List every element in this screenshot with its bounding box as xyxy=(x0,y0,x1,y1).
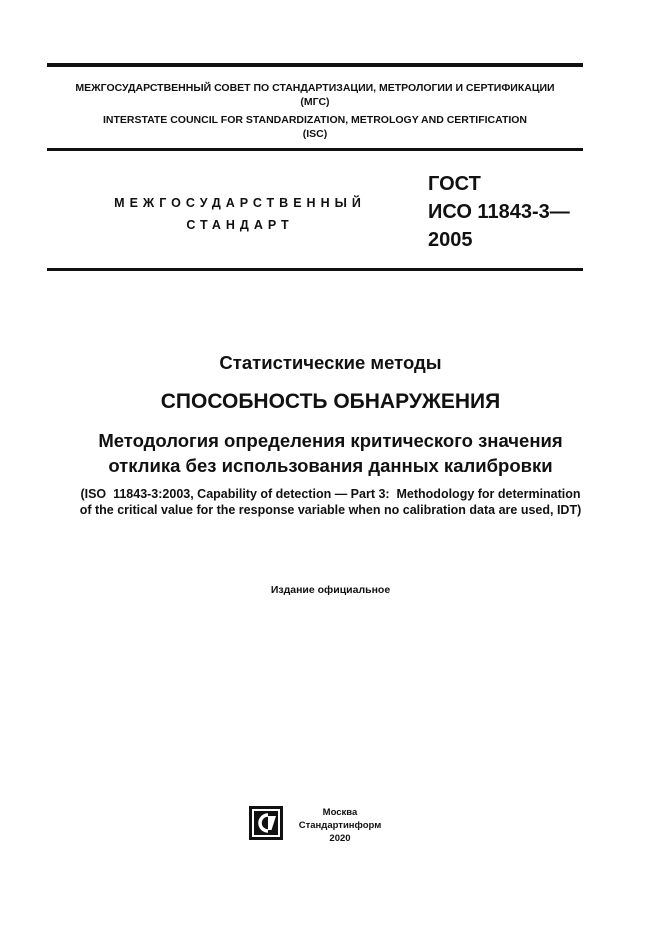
sub-title-line1: Методология определения критического значения xyxy=(98,430,563,451)
council-name-ru-line1: МЕЖГОСУДАРСТВЕННЫЙ СОВЕТ ПО СТАНДАРТИЗАЦИИ, МЕТРОЛОГИИ И СЕРТИФИКАЦИИ xyxy=(75,82,555,94)
iso-reference-line1: (ISO 11843-3:2003, Capability of detection — Part 3: Methodology for determination xyxy=(80,487,581,501)
designation-line2: ИСО 11843-3— xyxy=(428,201,570,223)
publisher-name: Стандартинформ xyxy=(298,820,382,831)
sub-title xyxy=(20,428,641,478)
bottom-divider xyxy=(47,268,583,271)
series-title: Статистические методы xyxy=(219,352,442,373)
publisher-city: Москва xyxy=(322,807,358,818)
standard-type-line1: МЕЖГОСУДАРСТВЕННЫЙ xyxy=(114,196,366,210)
iso-reference-line2: of the critical value for the response variable when no calibration data are used, IDT) xyxy=(79,503,582,517)
middle-divider xyxy=(47,148,583,151)
publisher-block xyxy=(290,806,390,845)
designation-line3: 2005 xyxy=(428,229,473,251)
council-name-ru xyxy=(47,81,583,109)
publication-year: 2020 xyxy=(329,833,351,844)
standard-type-label xyxy=(110,192,370,236)
standard-designation xyxy=(428,170,588,254)
designation-line1: ГОСТ xyxy=(428,173,481,195)
main-title: СПОСОБНОСТЬ ОБНАРУЖЕНИЯ xyxy=(160,390,501,413)
edition-label: Издание официальное xyxy=(270,584,391,596)
iso-reference xyxy=(30,486,631,518)
council-abbr-en: (ISC) xyxy=(302,128,328,140)
top-divider xyxy=(47,63,583,67)
council-abbr-ru: (МГС) xyxy=(300,96,330,108)
standard-type-line2: СТАНДАРТ xyxy=(186,218,294,232)
sub-title-line2: отклика без использования данных калибровки xyxy=(108,455,553,476)
council-name-en-line1: INTERSTATE COUNCIL FOR STANDARDIZATION, METROLOGY AND CERTIFICATION xyxy=(102,114,528,126)
standartinform-logo-icon xyxy=(249,806,283,840)
council-name-en xyxy=(47,113,583,141)
